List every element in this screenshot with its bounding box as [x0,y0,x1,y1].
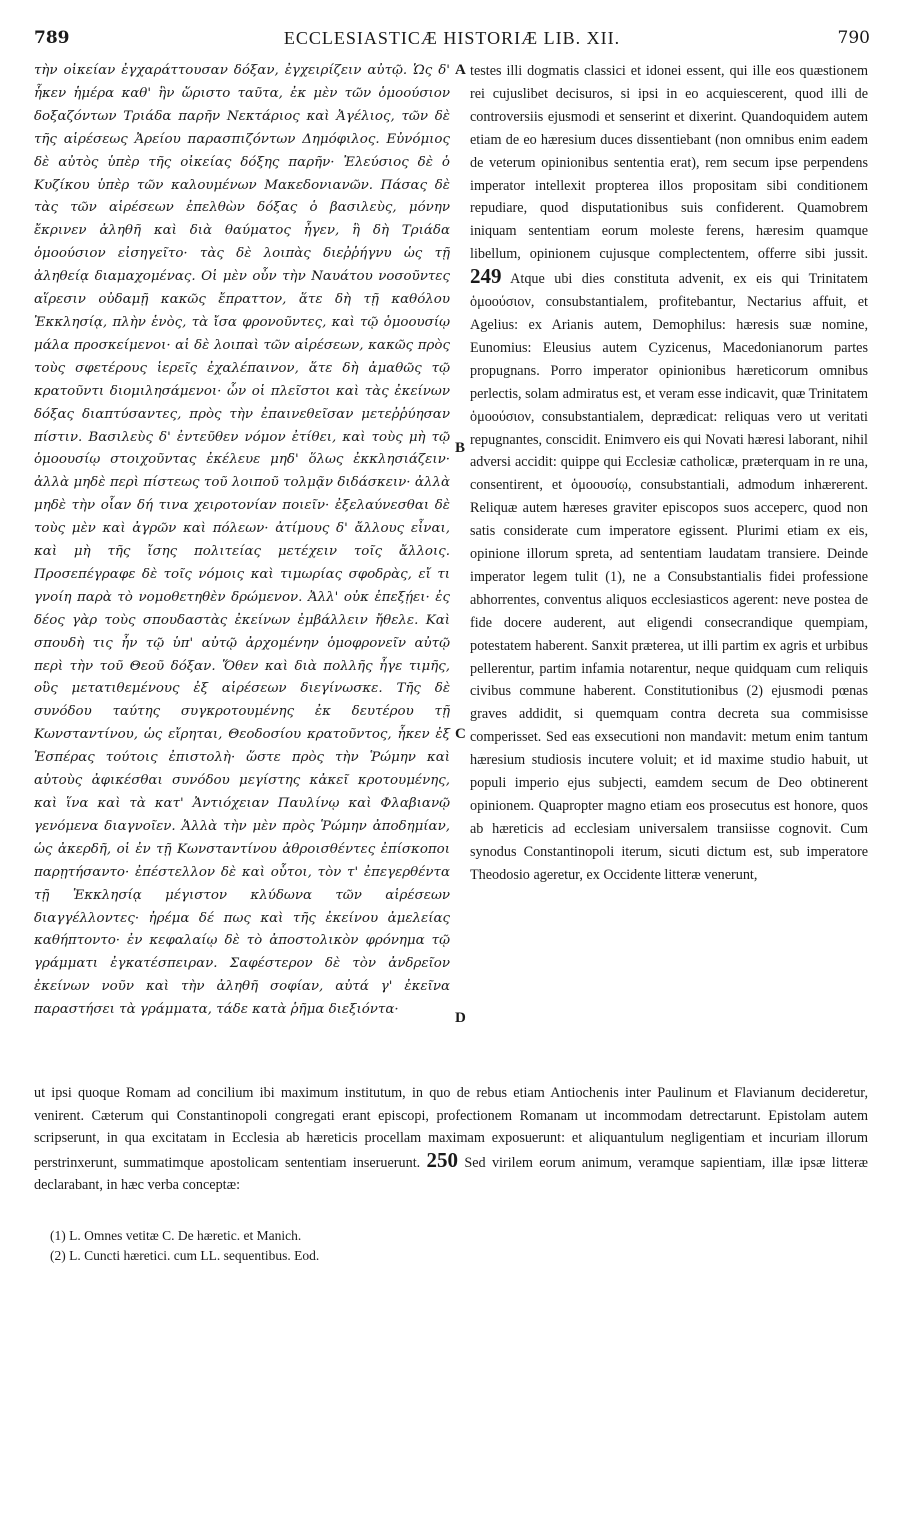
margin-marker-a: A [455,62,466,78]
running-title: ECCLESIASTICÆ HISTORIÆ LIB. XII. [283,28,621,48]
section-number-249: 249 [470,264,502,289]
full-width-paragraph-2: Sed virilem eorum animum, veramque sapientiam, illæ ipsæ litteræ declarabant, in hæc verba conceptæ: [34,1154,869,1193]
section-number-250: 250 [426,1147,459,1172]
page-number-right: 790 [837,28,870,48]
footnote-1: (1) L. Omnes vetitæ C. De hæretic. et Manich. [50,1228,302,1243]
full-width-paragraph-1: ut ipsi quoque Romam ad concilium ibi maximum institutum, in quo de rebus etiam Antiochenis inter Paulinum et Flavianum decideretur, venirent. Cæterum qui Constantinopoli congregati erant episcopi, profectionem Romanam ut incommodam detrectarunt. Epistolam autem scripserunt, in qua excitatam in Ecclesia ab hæreticis procellam maximam exposuerunt: et aliquantulum negligentiam et incuriam illorum perstrinxerunt, summatimque apostolicam sententiam inseruerunt. [34,1085,868,1171]
margin-marker-b: B [455,440,466,456]
footnotes [50,1226,850,1266]
running-header [34,28,870,54]
latin-paragraph-2: Atque ubi dies constituta advenit, ex eis qui Trinitatem ὁμοούσιον, consubstantialem, profitebantur, Nectarius affuit, et Agelius: ex Arianis autem, Demophilus: hæresis suæ nomine, Eunomius: Eleusius autem Cyzicenus, Macedonianorum partes propugnans. Porro imperator opinionibus hæreticorum omnibus perlectis, solam admiratus est, et veram esse indicavit, quæ Trinitatem ὁμοούσιον, consubstantialem, deprædicat: reliquas vero ut veritati repugnantes, conscidit. Enimvero eis qui Novati hæresi laborant, nihil adversi accidit: quippe qui Ecclesiæ catholicæ, præterquam in re una, consentirent, et ὁμοουσίῳ, consubstantiali, admodum inhærerent. Reliquæ autem hæreses graviter episcopos suos acceperc, quod non satis considerate cum imperatore egissent. Plurimi etiam ex eis, opinione illorum spreta, ad sententiam laudatam transiere. Deinde imperator legem tulit (1), ne a Consubstantialis fidei professione abhorrentes, conventus aliquos ecclesiasticos agerent: neve postea de fide docere auderent, aut eligendi consecrandique quempiam, potestatem haberent. Sanxit præterea, ut illi partim ex agris et urbibus pellerentur, partim infamia notarentur, neque quidquam cum reliquis civibus commune haberent. Constitutionibus (2) ejusmodi pœnas graves addidit, si quemquam contra decreta sua commisisse comperisset. Sed eas exsecutioni non mandavit: metum enim tantum hæresium studiosis incutere voluit; et id maxime studio habuit, ut populi imperio ejus subjecti, eamdem secum de Deo obtinerent opinionem. Quapropter magno etiam eos prosecutus est honore, quos ab hæreticis ad ecclesiam universalem transiisse cognovit. Cum synodus Constantinopoli iterum, sicuti dictum est, sub imperatore Theodosio ageretur, ex Occidente litteræ venerunt, [470,271,869,883]
footnote-2: (2) L. Cuncti hæretici. cum LL. sequentibus. Eod. [50,1248,320,1263]
margin-marker-c: C [455,726,466,742]
latin-paragraph-1: testes illi dogmatis classici et idonei essent, qui ille eos quæstionem rei cujuslibet decisuros, si ipsi in eo acquiescerent, quod illi de controversiis ejusmodi et senserint et dixerint. Quandoquidem autem etiam de eo hæresium duces dissentiebant (non omnibus enim eadem de veterum opinionibus sententia erat), rem secum ipse perpendens imperator intellexit propterea illos propositam sibi conditionem repudiare, quod disputationibus suis confiderent. Quamobrem iniquam sententiam eorum moleste ferens, hæresim quamque libellum, opinionem cujusque complectentem, offerre sibi jussit. [470,63,868,263]
page-number-left: 789 [34,28,70,48]
greek-text-column: τὴν οἰκείαν ἐγχαράττουσαν δόξαν, ἐγχειρίζειν αὐτῷ. Ὡς δ' ἧκεν ἡμέρα καθ' ἣν ὥριστο ταῦτα, ἐκ μὲν τῶν ὁμοούσιον δοξαζόντων Τριάδα παρῆν Νεκτάριος καὶ Ἀγέλιος, τῶν δὲ τῆς αἱρέσεως Ἀρείου παρασπιζόντων Δημόφιλος. Εὐνόμιος δὲ αὐτὸς ὑπὲρ τῆς οἰκείας δόξης παρῆν· Ἐλεύσιος δὲ ὁ Κυζίκου ὑπὲρ τῶν καλουμένων Μακεδονιανῶν. Πάσας δὲ τὰς τῶν αἱρέσεων ἐπελθὼν δόξας ὁ βασιλεὺς, μόνην ἔκρινεν ἀληθῆ καὶ διὰ θαύματος ἦγεν, ἣ δὴ Τριάδα ὁμοούσιον εἰσηγεῖτο· τὰς δὲ λοιπὰς διεῤῥήγνυ ὡς τῇ ἀληθείᾳ διαμαχομένας. Οἱ μὲν οὖν τὴν Ναυάτου νοσοῦντες αἵρεσιν οὐδαμῇ κακῶς ἔπραττον, ἅτε δὴ τῇ καθόλου Ἐκκλησίᾳ, πλὴν ἑνὸς, τὰ ἴσα φρονοῦντες, καὶ τῷ ὁμοουσίῳ μάλα προσκείμενοι· αἱ δὲ λοιπαὶ τῶν αἱρέσεων, κακῶς πρὸς τοὺς σφετέρους ἱερεῖς ἐχαλέπαινον, ἅτε δὴ ἀμαθῶς τῷ κρατοῦντι διομιλησάμενοι· ὧν οἱ πλεῖστοι καὶ τὰς ἐκείνων δόξας διαπτύσαντες, πρὸς τὴν ἐπαινεθεῖσαν μετεῤῥύησαν πίστιν. Βασιλεὺς δ' ἐντεῦθεν νόμον ἐτίθει, καὶ τοὺς μὴ τῷ ὁμοουσίῳ στοιχοῦντας ἐκέλευε μηδ' ὅλως ἐκκλησιάζειν· ἀλλὰ μηδὲ περὶ πίστεως τοῦ λοιποῦ τολμᾷν διδάσκειν· ἀλλὰ μηδὲ τὴν οἷαν δή τινα χειροτονίαν ποιεῖν· ἐξελαύνεσθαι δὲ τοὺς μὲν καὶ ἀγρῶν καὶ πόλεων· ἀτίμους δ' ἄλλους εἶναι, καὶ μὴ τῆς ἴσης πολιτείας μετέχειν τοῖς ἄλλοις. Προσεπέγραφε δὲ τοῖς νόμοις καὶ τιμωρίας σφοδρὰς, εἴ τι γνοίη παρὰ τὸ νομοθετηθὲν δρώμενον. Ἀλλ' οὐκ ἐπεξῄει· ἐς δέος γὰρ τοὺς σπουδαστὰς ἐκείνων ἐμβάλλειν ἤθελε. Καὶ σπουδὴ τις ἦν τῷ ὑπ' αὐτῷ ἀρχομένην ὁμοφρονεῖν αὐτῷ περὶ τὴν τοῦ Θεοῦ δόξαν. Ὅθεν καὶ διὰ πολλῆς ἦγε τιμῆς, οὓς μετατιθεμένους ἐξ αἱρέσεων διεγίνωσκε. Τῆς δὲ συνόδου ταύτης συγκροτουμένης ἐκ δευτέρου τῇ Κωνσταντίνου, ὡς εἴρηται, Θεοδοσίου κρατοῦντος, ἧκεν ἐξ Ἑσπέρας τούτοις ἐπιστολὴ· ὥστε πρὸς τὴν Ῥώμην καὶ αὐτοὺς ἀφικέσθαι συνόδου μεγίστης κἀκεῖ κροτουμένης, καὶ ἵνα καὶ τὰ κατ' Ἀντιόχειαν Παυλίνῳ καὶ Φλαβιανῷ γενόμενα διαγνοῖεν. Ἀλλὰ τὴν μὲν πρὸς Ῥώμην ἀποδημίαν, ὡς ἀκερδῆ, οἱ ἐν τῇ Κωνσταντίνου ἀθροισθέντες ἐπίσκοποι παρῃτήσαντο· ἐπέστελλον δὲ καὶ οὗτοι, τὸν τ' ἐπεγερθέντα τῇ Ἐκκλησίᾳ μέγιστον κλύδωνα τῶν αἱρέσεων διαγγέλλοντες· ἠρέμα δέ πως καὶ τῆς ἐκείνου ἀμελείας καθήπτοντο· ἐν κεφαλαίῳ δὲ τὸ ἀποστολικὸν φρόνημα τῷ γράμματι ἐγκατέσπειραν. Σαφέστερον δὲ τὸν ἀνδρεῖον ἐκείνων νοῦν καὶ τὴν ἀληθῆ σοφίαν, αὐτά γ' ἐκεῖνα παραστήσει τὰ γράμματα, τάδε κατὰ ῥῆμα διεξιόντα· [34,63,450,1018]
latin-text-column [470,60,868,887]
full-width-latin-text [34,1082,868,1197]
margin-marker-d: D [455,1010,466,1026]
